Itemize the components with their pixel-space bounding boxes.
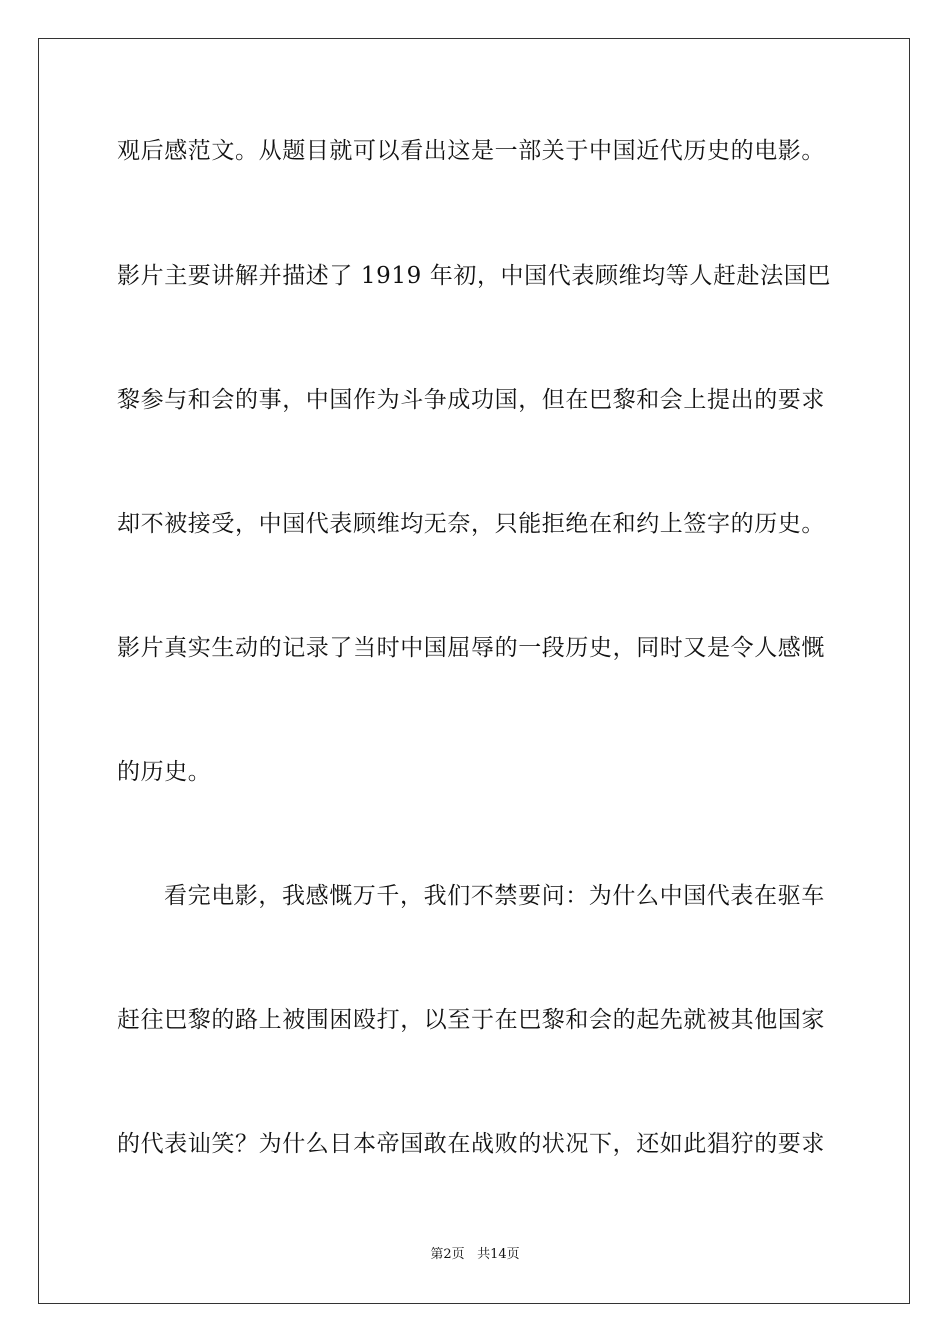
text-line-7: 看完电影，我感慨万千，我们不禁要问：为什么中国代表在驱车: [164, 883, 825, 909]
text-line-1: 观后感范文。从题目就可以看出这是一部关于中国近代历史的电影。: [117, 138, 825, 164]
text-line-6: 的历史。: [117, 759, 212, 785]
text-line-2: 影片主要讲解并描述了 1919 年初，中国代表顾维均等人赶赴法国巴: [117, 263, 831, 289]
page-border: [38, 38, 910, 1304]
page-number: 第2页: [430, 1247, 465, 1262]
text-line-5: 影片真实生动的记录了当时中国屈辱的一段历史，同时又是令人感慨: [117, 635, 825, 661]
text-line-3: 黎参与和会的事，中国作为斗争成功国，但在巴黎和会上提出的要求: [117, 387, 825, 413]
page-total: 共14页: [477, 1247, 520, 1262]
text-line-9: 的代表讪笑？为什么日本帝国敢在战败的状况下，还如此猖狞的要求: [117, 1131, 825, 1157]
page-footer: [0, 1246, 950, 1264]
text-line-4: 却不被接受，中国代表顾维均无奈，只能拒绝在和约上签字的历史。: [117, 511, 825, 537]
text-line-8: 赶往巴黎的路上被围困殴打，以至于在巴黎和会的起先就被其他国家: [117, 1007, 825, 1033]
